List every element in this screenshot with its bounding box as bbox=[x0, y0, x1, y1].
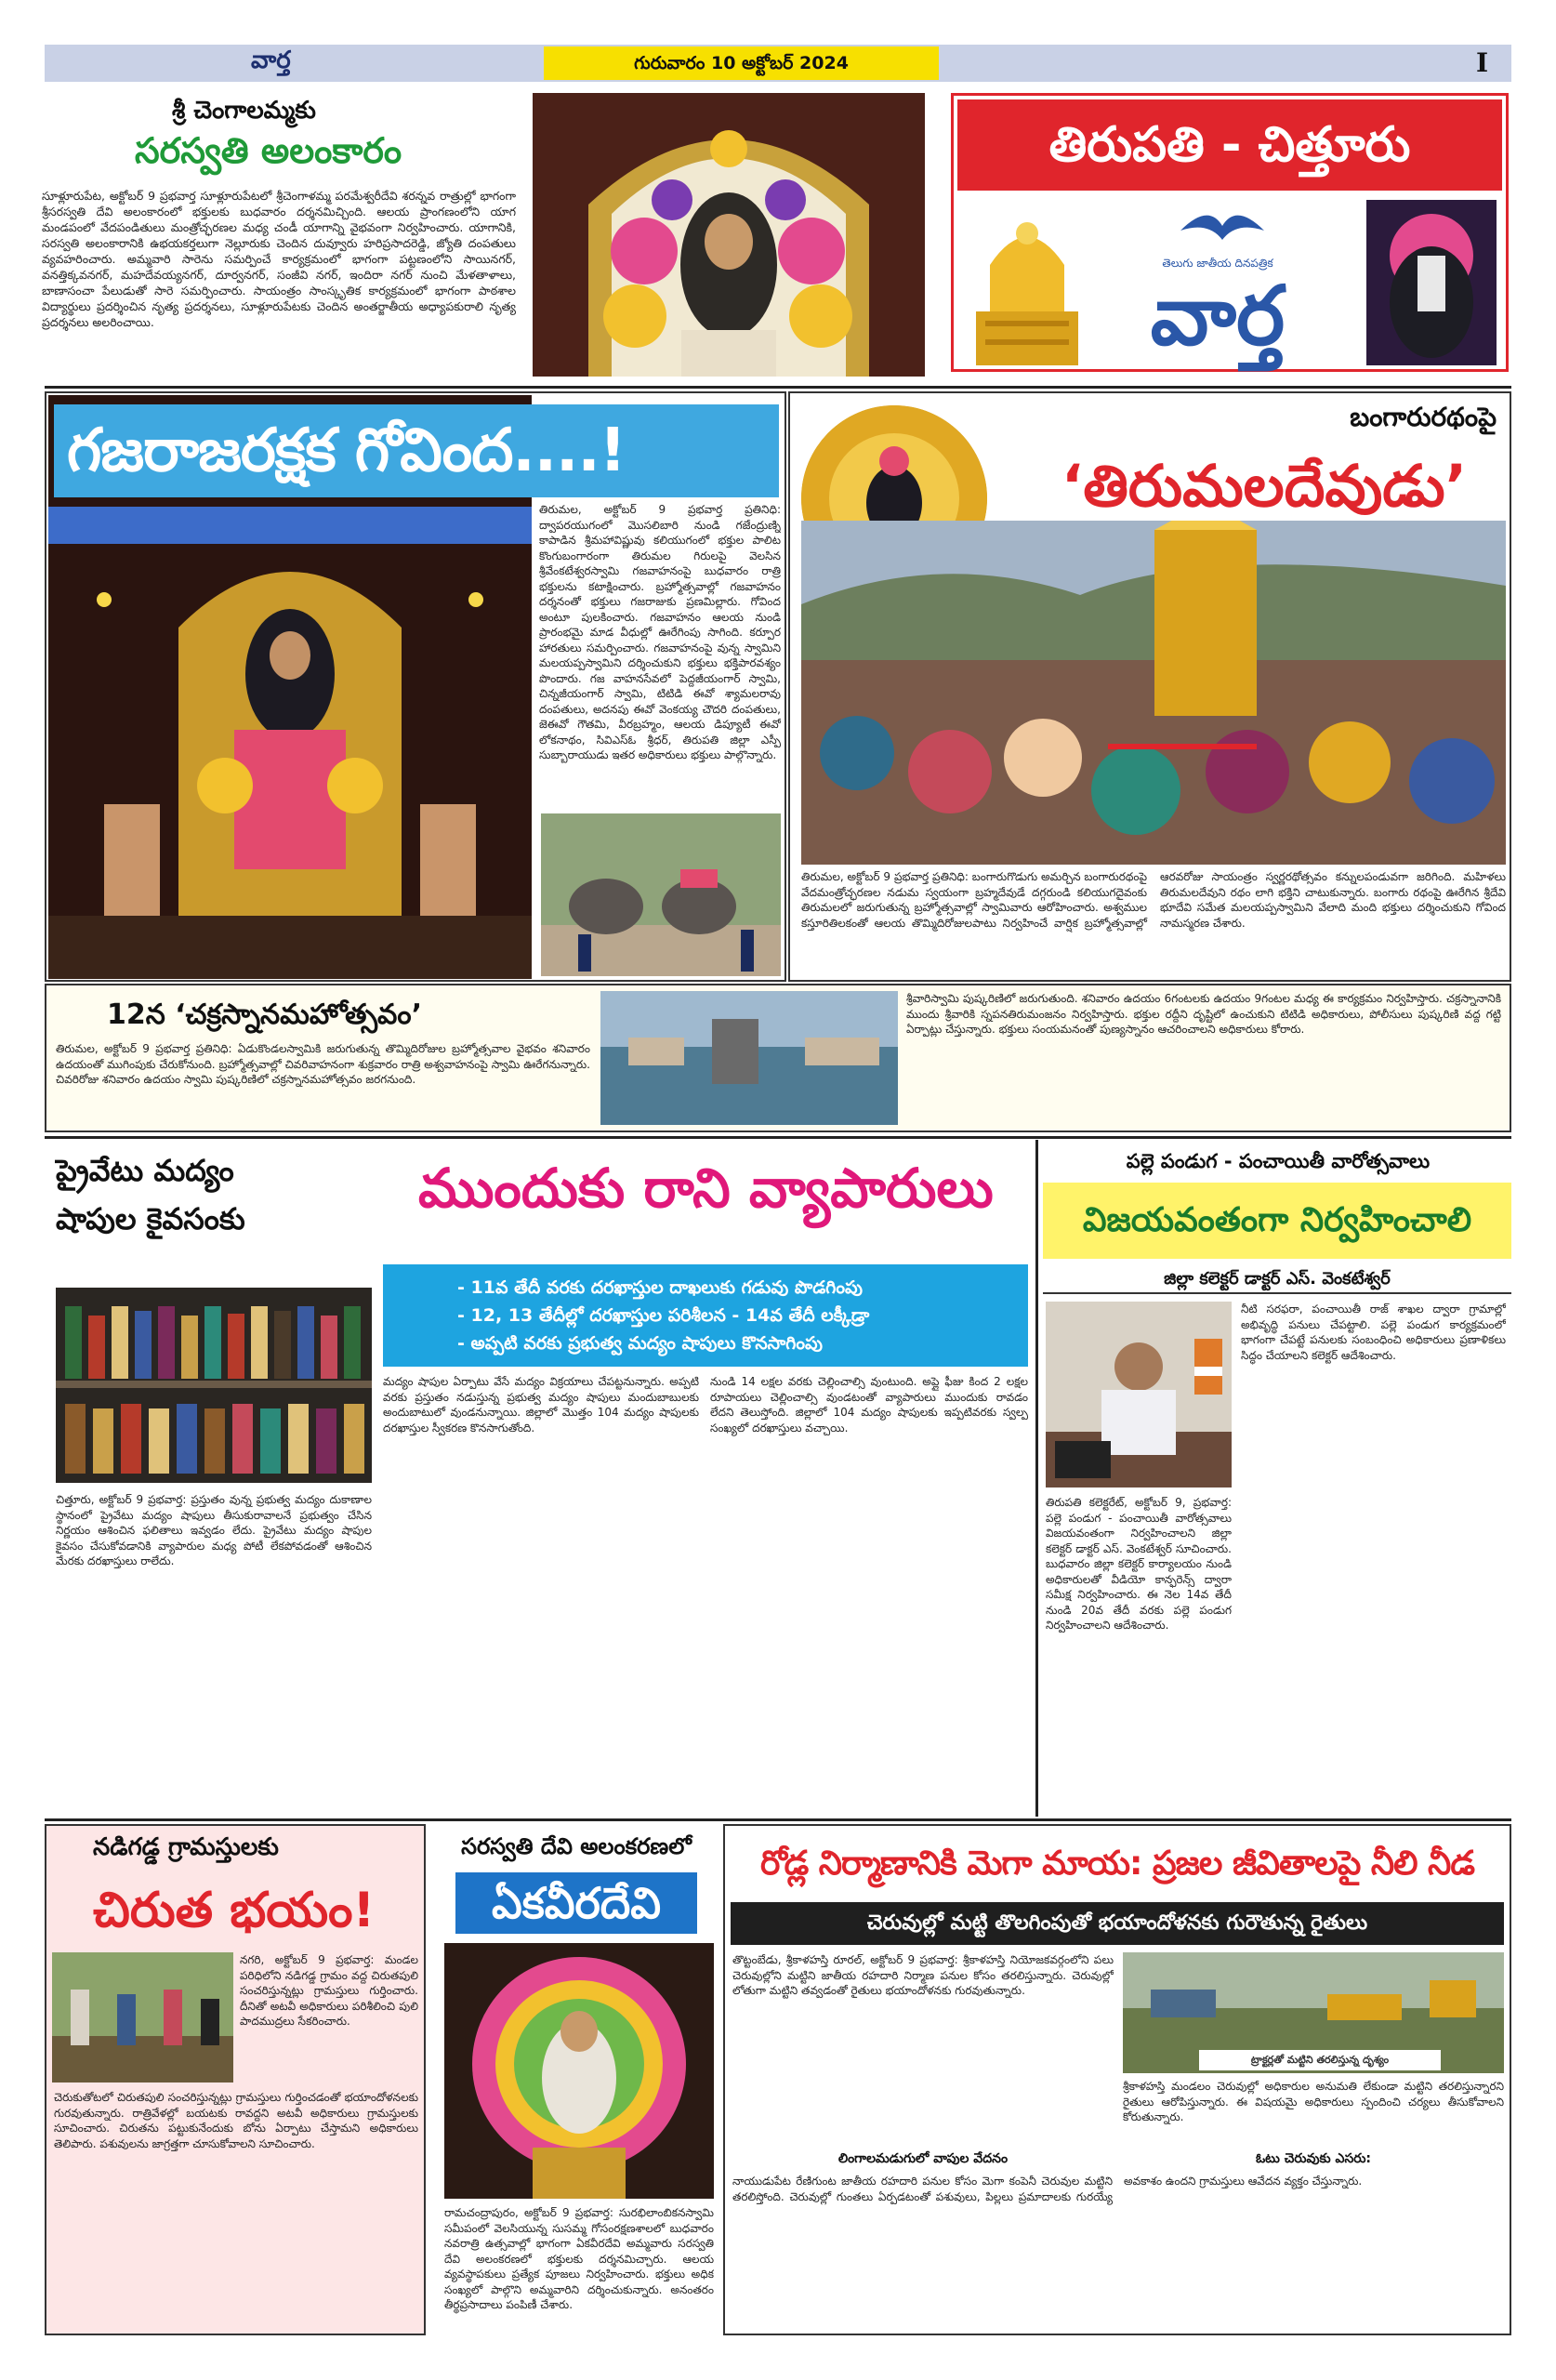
story1-kicker: శ్రీ చెంగాలమ్మకు bbox=[172, 97, 316, 125]
story6-headline: విజయవంతంగా నిర్వహించాలి bbox=[1082, 1201, 1472, 1239]
story9-body-2: నాయుడుపేట రేణిగుంట జాతీయ రహదారి పనుల కోసం మెగా కంపెనీ చెరువుల మట్టిని తరలిస్తోంది. చెరువుల్లో గుంతలు ఏర్పడటంతో పశువులు, పిల్లలు ప్రమాదాలకు గురయ్యే అవకాశం ఉందని గ్రామస్తులు ఆవేదన వ్యక్తం చేస్తున్నారు. bbox=[732, 2175, 1363, 2203]
story6-photo bbox=[1046, 1302, 1232, 1488]
story9-body-3: శ్రీకాళహస్తి మండలం చెరువుల్లో అధికారుల అనుమతి లేకుండా మట్టిని తరలిస్తున్నారని రైతులు ఆరోపిస్తున్నారు. ఈ విషయమై అధికారులు స్పందించి చర్యలు తీసుకోవాలని కోరుతున్నారు. bbox=[1123, 2080, 1504, 2123]
story7-body-2: చెరుకుతోటలో చిరుతపులి సంచరిస్తున్నట్లు గ్రామస్తులు గుర్తించడంతో భయాందోళనలకు గురవుతున్నారు. రాత్రివేళల్లో బయటకు రావద్దని అటవీ అధికారులు గ్రామస్తులకు సూచించారు. చిరుతను పట్టుకునేందుకు బోను ఏర్పాటు చేస్తామని అధికారులు తెలిపారు. పశువులను జాగ్రత్తగా చూసుకోవాలని సూచించారు. bbox=[54, 2091, 418, 2150]
story6-kicker: పల్లె పండుగ - పంచాయితీ వారోత్సవాలు bbox=[1126, 1150, 1431, 1172]
story5-bullet-2: - 12, 13 తేదీల్లో దరఖాస్తుల పరిశీలన - 14వ తేదీ లక్కీడ్రా bbox=[457, 1305, 870, 1326]
story9-subhead-1: లింగాలమడుగులో వాపుల వేదనం bbox=[837, 2151, 1009, 2166]
deity-icon bbox=[1366, 200, 1497, 365]
story5-kicker-2: షాపుల కైవసంకు bbox=[56, 1201, 245, 1236]
page-number: I bbox=[1476, 47, 1489, 78]
story3-kicker: బంగారురథంపై bbox=[1350, 402, 1497, 432]
story3-headline: ‘తిరుమలదేవుడు’ bbox=[1061, 452, 1468, 520]
story9-caption: ట్రాక్టర్లతో మట్టిని తరలిస్తున్న దృశ్యం bbox=[1199, 2050, 1441, 2070]
story5-headline: ముందుకు రాని వ్యాపారులు bbox=[418, 1157, 994, 1220]
story7-kicker: నడిగడ్డ గ్రామస్తులకు bbox=[93, 1833, 279, 1861]
story8-headline: ఏకవీరదేవి bbox=[492, 1878, 661, 1928]
edition-tagline: తెలుగు జాతీయ దినపత్రిక bbox=[1162, 257, 1273, 270]
story3-crowd-photo bbox=[801, 521, 1506, 865]
story1-photo bbox=[533, 93, 925, 377]
story5-bullets-box bbox=[383, 1264, 1028, 1367]
story4-headline: 12న ‘చక్రస్నానమహోత్సవం’ bbox=[107, 998, 422, 1031]
story4-photo bbox=[600, 991, 898, 1125]
story7-photo bbox=[52, 1952, 233, 2082]
story9-body-1: తొట్టంబేడు, శ్రీకాళహస్తి రూరల్, అక్టోబర్ 9 ప్రభవార్త: శ్రీకాళహస్తి నియోజకవర్గంలోని పలు చెరువుల్లోని మట్టిని జాతీయ రహదారి నిర్మాణ పనుల కోసం తరలిస్తున్నారు. చెరువుల్లో లోతుగా మట్టిని తవ్వడంతో రైతులు భయాందోళనకు గురవుతున్నారు. bbox=[732, 1953, 1114, 1997]
story2-elephant-photo bbox=[541, 813, 781, 976]
story8-kicker: సరస్వతి దేవి అలంకరణలో bbox=[461, 1833, 692, 1859]
story5-kicker-1: ప్రైవేటు మద్యం bbox=[56, 1153, 234, 1188]
story9-subhead-2: ఓటు చెరువుకు ఎసరు: bbox=[1255, 2151, 1372, 2166]
story2-body: తిరుమల, అక్టోబర్ 9 ప్రభవార్త ప్రతినిధి: ద్వాపరయుగంలో మొసలిబారి నుండి గజేంద్రుణ్ని కాపాడిన శ్రీమహావిష్ణువు కలియుగంలో భక్తుల పాలిట కొంగుబంగారంగా తిరుమల గిరులపై వెలసిన శ్రీవేంకటేశ్వరస్వామి గజవాహనంపై బుధవారం రాత్రి భక్తులను కటాక్షించారు. బ్రహ్మోత్సవాల్లో గజవాహనం దర్శనంతో భక్తులు గజరాజుకు ప్రణమిల్లారు. గోవింద అంటూ పులకించారు. గజవాహనం ఆలయ నుండి ప్రారంభమై మాడ వీధుల్లో ఊరేగింపు సాగింది. కర్పూర హారతులు సమర్పించారు. గజవాహనంపై వున్న స్వామిని మలయప్పస్వామిని దర్శించుకుని భక్తులు భక్తిపారవశ్యం పొందారు. గజ వాహనసేవలో పెద్దజీయంగార్ స్వామి, చిన్నజీయంగార్ స్వామి, టిటిడి ఈవో శ్యామలరావు దంపతులు, అదనపు ఈవో వెంకయ్య చౌదరి దంపతులు, జెఈవో గౌతమి, వీరబ్రహ్మం, ఆలయ డిప్యూటీ ఈవో లోకనాథం, సివిఎస్‌ఓ శ్రీధర్, తిరుపతి జిల్లా ఎస్పీ సుబ్బారాయుడు ఇతర అధికారులు భక్తులు పాల్గొన్నారు. bbox=[539, 503, 781, 761]
story4-body: తిరుమల, అక్టోబర్ 9 ప్రభవార్త ప్రతినిధి: ఏడుకొండలస్వామికి జరుగుతున్న తొమ్మిదిరోజుల బ్రహ్మోత్సవాల వైభవం శనివారం ఉదయంతో ముగింపుకు చేరుకోనుంది. బ్రహ్మోత్సవాల్లో చివరివాహనంగా శుక్రవారం రాత్రి అశ్వవాహనంపై స్వామి ఊరేగనున్నారు. చివరిరోజు శనివారం ఉదయం స్వామి పుష్కరిణిలో చక్రస్నానమహోత్సవం జరగనుంది. bbox=[56, 1042, 590, 1086]
story7-body-1: నగరి, అక్టోబర్ 9 ప్రభవార్త: మండల పరిధిలోని నడిగడ్డ గ్రామం వద్ద చిరుతపులి సంచరిస్తున్నట్లు గ్రామస్తులు గుర్తించారు. దీనితో అటవీ అధికారులు పరిశీలించి పులి పాదముద్రలు సేకరించారు. bbox=[240, 1953, 418, 2028]
masthead-date-box: గురువారం 10 అక్టోబర్ 2024 bbox=[544, 46, 939, 80]
story9-headline: రోడ్ల నిర్మాణానికి మెగా మాయ: ప్రజల జీవితాలపై నీలి నీడ bbox=[760, 1844, 1474, 1883]
story2-headline: గజరాజరక్షక గోవింద....! bbox=[54, 404, 779, 497]
edition-logo: వార్త bbox=[1150, 268, 1286, 364]
story8-body: రామచంద్రాపురం, అక్టోబర్ 9 ప్రభవార్త: సురభిలాంబికనస్వామి సమీపంలో వెలసియున్న సుసమ్మ గోసంరక్షణశాలలో బుధవారం నవరాత్రి ఉత్సవాల్లో భాగంగా ఏకవీరదేవి అమ్మవారు సరస్వతి దేవి అలంకరణలో భక్తులకు దర్శనమిచ్చారు. ఆలయ వ్యవస్థాపకులు ప్రత్యేక పూజలు నిర్వహించారు. భక్తులు అధిక సంఖ్యలో పాల్గొని అమ్మవారిని దర్శించుకున్నారు. అనంతరం తీర్థప్రసాదాలు పంపిణీ చేశారు. bbox=[444, 2206, 714, 2311]
story5-photo bbox=[56, 1288, 372, 1483]
story1-body: సూళ్లూరుపేట, అక్టోబర్ 9 ప్రభవార్త సూళ్లూరుపేటలో శ్రీచెంగాళమ్మ పరమేశ్వరీదేవి శరన్నవ రాత్రుల్లో భాగంగా శ్రీసరస్వతి దేవి అలంకారంలో భక్తులకు బుధవారం దర్శనమిచ్చింది. ఆలయ ప్రాంగణంలోని యాగ మండపంలో వేదపండితులు మంత్రోచ్ఛరణల మధ్య చండీ యాగాన్ని వైభవంగా నిర్వహించారు. యాగానికి, సరస్వతి అలంకారానికి ఉభయకర్తలుగా నెల్లూరుకు చెందిన దువ్వూరు హరిప్రసాదరెడ్డి, జ్యోతి దంపతులు వ్యవహరించారు. అమ్మవారి సారెను సమర్పించే కార్యక్రమంలో భాగంగా పట్టణంలోని సాయినగర్, వనత్తిక్కవనగర్, మహదేవయ్యనగర్, దూర్వనగర్, సంజీవి నగర్, ఇందిరా నగర్ నుంచి మేళతాళాలు, బాణాసంచా పేలుడుతో సారె సమర్పించారు. సాయంత్రం సాంస్కృతిక కార్యక్రమంలో భాగంగా పాఠశాల విద్యార్థులు ప్రదర్శించిన నృత్య ప్రదర్శనలు, సూళ్లూరుపేటకు చెందిన అంతర్జాతీయ అధ్యాపకురాలి నృత్య ప్రదర్శనలు అలరించాయి. bbox=[42, 189, 516, 329]
masthead-brand: వార్త bbox=[251, 46, 291, 74]
story1-headline: సరస్వతి అలంకారం bbox=[135, 130, 402, 171]
story5-bullet-1: - 11వ తేదీ వరకు దరఖాస్తుల దాఖలుకు గడువు పొడగింపు bbox=[457, 1277, 863, 1298]
story8-photo bbox=[444, 1943, 714, 2199]
edition-title: తిరుపతి - చిత్తూరు bbox=[957, 99, 1502, 191]
story5-body-3: నుండి 14 లక్షల వరకు చెల్లించాల్సి వుంటుంది. అప్లై ఫీజు కింద 2 లక్షల రూపాయలు చెల్లించాల్సి వుండటంతో వ్యాపారులు ముందుకు రావడం లేదని తెలుస్తోంది. జిల్లాలో 104 మద్యం షాపులకు ఇప్పటివరకు స్వల్ప సంఖ్యలో దరఖాస్తులు వచ్చాయి. bbox=[710, 1375, 1028, 1435]
story7-headline: చిరుత భయం! bbox=[93, 1883, 376, 1938]
story9-subhead: చెరువుల్లో మట్టి తొలగింపుతో భయాందోళనకు గురౌతున్న రైతులు bbox=[731, 1902, 1504, 1945]
story5-body-2: మద్యం షాపుల ఏర్పాటు వేసే మద్యం విక్రయాలు చేపట్టనున్నారు. అప్పటి వరకు ప్రస్తుతం నడుస్తున్న ప్రభుత్వ మద్యం షాపులు మందుబాబులకు అందుబాటులో వుండనున్నాయి. జిల్లాలో మొత్తం 104 మద్యం షాపులకు దరఖాస్తుల స్వీకరణ కొనసాగుతోంది. bbox=[383, 1375, 699, 1435]
story6-byline: జిల్లా కలెక్టర్ డాక్టర్ ఎస్. వెంకటేశ్వర్ bbox=[1043, 1264, 1511, 1294]
story5-body-1: చిత్తూరు, అక్టోబర్ 9 ప్రభవార్త: ప్రస్తుతం వున్న ప్రభుత్వ మద్యం దుకాణాల స్థానంలో ప్రైవేటు మద్యం షాపులు తీసుకురావాలనే ప్రభుత్వం చేసిన నిర్ణయం ఆశించిన ఫలితాలు ఇవ్వడం లేదు. ప్రైవేటు మద్యం షాపుల కైవసం చేసుకోవడానికి వ్యాపారుల మధ్య పోటీ లేకపోవడంతో ఆశించిన మేరకు దరఖాస్తులు రాలేదు. bbox=[56, 1493, 372, 1567]
story3-body: తిరుమల, అక్టోబర్ 9 ప్రభవార్త ప్రతినిధి: బంగారుగొడుగు అమర్చిన బంగారురథంపై వేదమంత్రోచ్ఛరణల నడుమ స్వయంగా బ్రహ్మదేవుడే దగ్గరుండి కలియుగదైవంకు తిరుమలలో జరుగుతున్న బ్రహ్మోత్సవాల్లో స్వామివారు ఆరోహించారు. అశ్వముల కస్తూరితిలకంతో ఆలయ తొమ్మిదిరోజులపాటు నిర్వహించే వార్షిక బ్రహ్మోత్సవాల్లో ఆరవరోజు సాయంత్రం స్వర్ణరథోత్సవం కన్నులపండువగా జరిగింది. మహిళలు తిరుమలదేవుని రథం లాగి భక్తిని చాటుకున్నారు. బంగారు రథంపై ఊరేగిన శ్రీదేవి భూదేవి సమేత మలయప్పస్వామిని వేలాది మంది భక్తులు దర్శించుకుని గోవింద నామస్మరణ చేశారు. bbox=[801, 870, 1506, 930]
story6-body-2: తిరుపతి కలెక్టరేట్, అక్టోబర్ 9, ప్రభవార్త: పల్లె పండుగ - పంచాయితీ వారోత్సవాలు విజయవంతంగా నిర్వహించాలని జిల్లా కలెక్టర్ డాక్టర్ ఎస్. వెంకటేశ్వర్ సూచించారు. బుధవారం జిల్లా కలెక్టర్ కార్యాలయం నుండి అధికారులతో వీడియో కాన్ఫరెన్స్ ద్వారా సమీక్ష నిర్వహించారు. ఈ నెల 14వ తేదీ నుండి 20వ తేదీ వరకు పల్లె పండుగ నిర్వహించాలని ఆదేశించారు. bbox=[1046, 1496, 1232, 1632]
story6-body-1: నీటి సరఫరా, పంచాయితీ రాజ్ శాఖల ద్వారా గ్రామాల్లో అభివృద్ధి పనులు చేపట్టాలి. పల్లె పండుగ కార్యక్రమంలో భాగంగా చేపట్టే పనులకు సంబంధించి అధికారులు ప్రణాళికలు సిద్ధం చేయాలని కలెక్టర్ ఆదేశించారు. bbox=[1241, 1302, 1506, 1362]
story4-body-right: శ్రీవారిస్వామి పుష్కరిణిలో జరుగుతుంది. శనివారం ఉదయం 6గంటలకు ఉదయం 9గంటల మధ్య ఈ కార్యక్రమం నిర్వహిస్తారు. చక్రస్నానానికి ముందు శ్రీవారికి స్నపనతిరుమంజనం నిర్వహిస్తారు. భక్తుల రద్దీని దృష్టిలో ఉంచుకుని టిటిడి అధికారులు, పోలీసులు పుష్కరిణి వద్ద గట్టి ఏర్పాట్లు చేస్తున్నారు. భక్తులు సంయమనంతో పుణ్యస్నానం ఆచరించాలని అధికారులు కోరారు. bbox=[906, 992, 1501, 1036]
temple-gopuram-icon bbox=[967, 200, 1088, 365]
story5-bullet-3: - అప్పటి వరకు ప్రభుత్వ మద్యం షాపులు కొనసాగింపు bbox=[457, 1333, 823, 1354]
dove-icon bbox=[1180, 203, 1264, 249]
